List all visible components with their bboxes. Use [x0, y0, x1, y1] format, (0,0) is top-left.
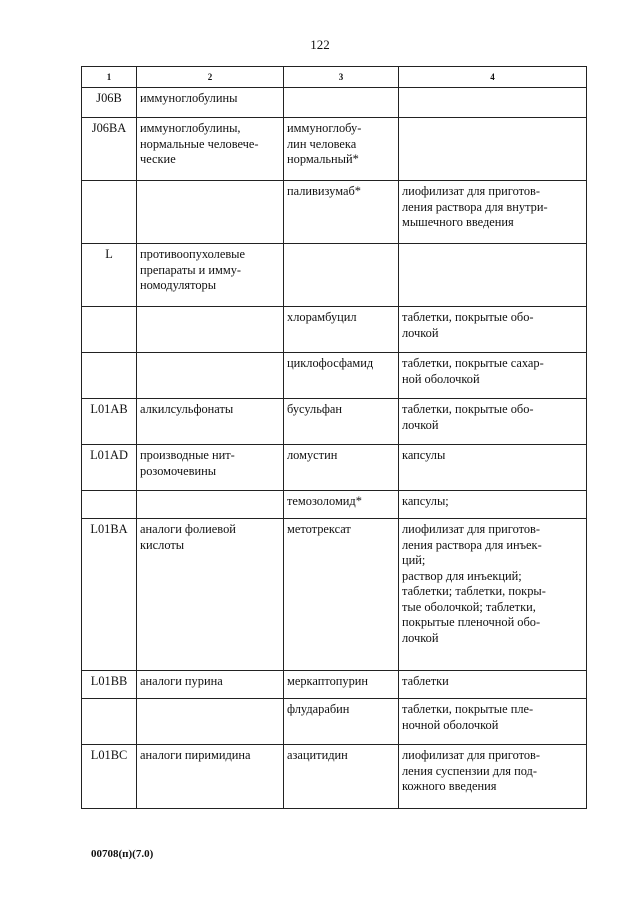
atc-code-cell: [82, 491, 137, 519]
drug-cell: ломустин: [284, 445, 399, 491]
group-cell: производные нит- розомочевины: [137, 445, 284, 491]
dosage-form-cell: таблетки, покрытые обо- лочкой: [399, 307, 587, 353]
header-cell: 2: [137, 67, 284, 88]
dosage-form-cell: капсулы: [399, 445, 587, 491]
group-cell: аналоги фолиевой кислоты: [137, 519, 284, 671]
table-row: [82, 118, 587, 181]
table-row: [82, 519, 587, 671]
dosage-form-cell: [399, 118, 587, 181]
dosage-form-cell: лиофилизат для приготов- ления раствора для внутри- мышечного введения: [399, 181, 587, 244]
dosage-form-cell: таблетки, покрытые сахар- ной оболочкой: [399, 353, 587, 399]
group-cell: иммуноглобулины: [137, 88, 284, 118]
table-row: [82, 307, 587, 353]
group-cell: [137, 181, 284, 244]
dosage-form-cell: таблетки, покрытые пле- ночной оболочкой: [399, 699, 587, 745]
document-code-footer: 00708(п)(7.0): [91, 848, 154, 860]
dosage-form-cell: [399, 244, 587, 307]
atc-code-cell: L01BC: [82, 745, 137, 809]
drug-cell: циклофосфамид: [284, 353, 399, 399]
drug-cell: иммуноглобу- лин человека нормальный*: [284, 118, 399, 181]
atc-code-cell: [82, 699, 137, 745]
table-row: [82, 671, 587, 699]
table-header-row: [82, 67, 587, 88]
dosage-form-cell: [399, 88, 587, 118]
group-cell: противоопухолевые препараты и имму- номодуляторы: [137, 244, 284, 307]
atc-code-cell: [82, 181, 137, 244]
atc-code-cell: J06BA: [82, 118, 137, 181]
group-cell: аналоги пиримидина: [137, 745, 284, 809]
drug-cell: бусульфан: [284, 399, 399, 445]
header-cell: 4: [399, 67, 587, 88]
dosage-form-cell: таблетки, покрытые обо- лочкой: [399, 399, 587, 445]
drug-cell: флударабин: [284, 699, 399, 745]
atc-code-cell: L01AD: [82, 445, 137, 491]
group-cell: иммуноглобулины, нормальные человече- ческие: [137, 118, 284, 181]
table-row: [82, 399, 587, 445]
group-cell: алкилсульфонаты: [137, 399, 284, 445]
atc-code-cell: L01AB: [82, 399, 137, 445]
dosage-form-cell: таблетки: [399, 671, 587, 699]
page-number: 122: [310, 37, 330, 52]
drug-cell: хлорамбуцил: [284, 307, 399, 353]
group-cell: аналоги пурина: [137, 671, 284, 699]
table-row: [82, 88, 587, 118]
atc-code-cell: L: [82, 244, 137, 307]
header-cell: 1: [82, 67, 137, 88]
drug-table: [81, 66, 587, 809]
group-cell: [137, 491, 284, 519]
table-row: [82, 745, 587, 809]
atc-code-cell: J06B: [82, 88, 137, 118]
drug-cell: меркаптопурин: [284, 671, 399, 699]
header-cell: 3: [284, 67, 399, 88]
atc-code-cell: [82, 307, 137, 353]
table-row: [82, 699, 587, 745]
drug-cell: темозоломид*: [284, 491, 399, 519]
drug-cell: [284, 88, 399, 118]
group-cell: [137, 699, 284, 745]
dosage-form-cell: лиофилизат для приготов- ления суспензии для под- кожного введения: [399, 745, 587, 809]
atc-code-cell: [82, 353, 137, 399]
table-row: [82, 353, 587, 399]
atc-code-cell: L01BA: [82, 519, 137, 671]
atc-code-cell: L01BB: [82, 671, 137, 699]
drug-cell: паливизумаб*: [284, 181, 399, 244]
table-row: [82, 445, 587, 491]
table-row: [82, 181, 587, 244]
table-row: [82, 244, 587, 307]
dosage-form-cell: капсулы;: [399, 491, 587, 519]
group-cell: [137, 307, 284, 353]
group-cell: [137, 353, 284, 399]
drug-cell: метотрексат: [284, 519, 399, 671]
dosage-form-cell: лиофилизат для приготов- ления раствора для инъек- ций; раствор для инъекций; таблетки; таблетки, покры- тые оболочкой; таблетки, покрытые пленочной обо- лочкой: [399, 519, 587, 671]
table-row: [82, 491, 587, 519]
drug-cell: азацитидин: [284, 745, 399, 809]
drug-cell: [284, 244, 399, 307]
